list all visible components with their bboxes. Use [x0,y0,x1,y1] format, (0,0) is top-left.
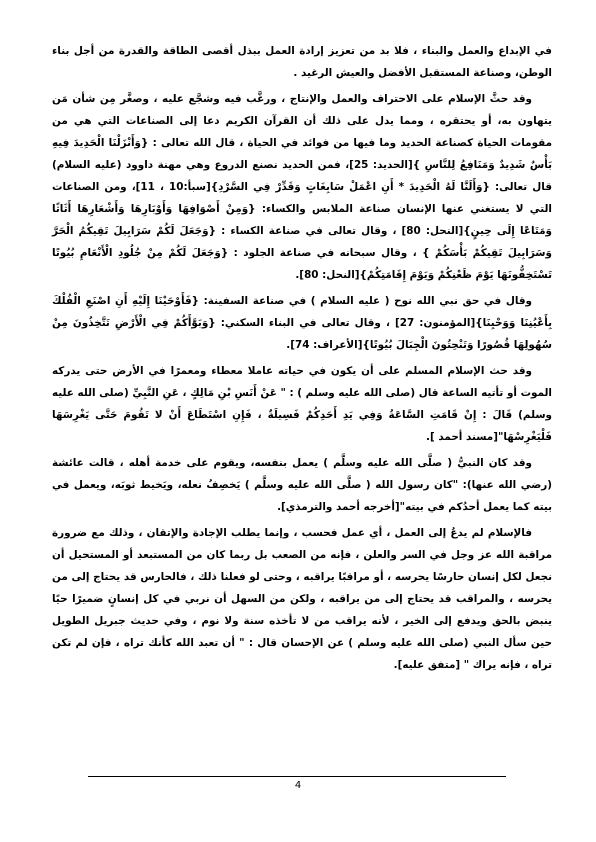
page-number: 4 [294,780,302,791]
paragraph-islam-encourages-crafts: وقد حثَّ الإسلام على الاحتراف والعمل والإنتاج ، ورغَّب فيه وشجَّع عليه ، وصغَّر مِن شأن مَن يتهاون به، أو يحتقره ، ومما يدل على ذلك أن القرآن الكريم دعا إلى الصناعات التي هي من مقومات الحياة كصناعة الحديد وما فيها من فوائد في الحياة ، قال الله تعالى : {وَأَنْزَلْنَا الْحَدِيدَ فِيهِ بَأْسٌ شَدِيدٌ وَمَنَافِعُ لِلنَّاسِ }[الحديد: 25]، فمن الحديد نصنع الدروع وهي مهنة داوود (عليه السلام) قال تعالى: {وَأَلَنَّا لَهُ الْحَدِيدَ * أَنِ اعْمَلْ سَابِغَاتٍ وَقَدِّرْ فِي السَّرْدِ}[سبأ:10 ، 11]، ومن الصناعات التي لا يستغني عنها الإنسان صناعة الملابس والكساء: {وَمِنْ أَصْوَافِهَا وَأَوْبَارِهَا وَأَشْعَارِهَا أَثَاثًا وَمَتَاعًا إِلَى حِينٍ}[النحل: 80] ، وقال تعالى في صناعة الكساء : {وَجَعَلَ لَكُمْ سَرَابِيلَ تَقِيكُمُ الْحَرَّ وَسَرَابِيلَ تَقِيكُمْ بَأْسَكُمْ } ، وقال سبحانه في صناعة الجلود : {وَجَعَلَ لَكُمْ مِنْ جُلُودِ الْأَنْعَامِ بُيُوتًا تَسْتَخِفُّونَهَا يَوْمَ ظَعْنِكُمْ وَيَوْمَ إِقَامَتِكُمْ}[النحل: 80]. [52,93,552,281]
paragraph-noah-ship-building: وقال في حق نبي الله نوح ( عليه السلام ) في صناعة السفينة: {فَأَوْحَيْنَا إِلَيْهِ أَنِ اصْنَعِ الْفُلْكَ بِأَعْيُنِنَا وَوَحْيِنَا}[المؤمنون: 27] ، وقال تعالى في البناء السكني: {وَبَوَّأَكُمْ فِي الْأَرْضِ تَتَّخِذُونَ مِنْ سُهُولِهَا قُصُورًا وَتَنْحِتُونَ الْجِبَالَ بُيُوتًا}[الأعراف: 74]. [52,295,552,351]
paragraph-prophet-self-work: وقد كان النبيُّ ( صلَّى الله عليه وسلَّم ) يعمل بنفسه، ويقوم على خدمة أهله ، قالت عائشة (رضي الله عنها): "كان رسول الله ( صلَّى الله عليه وسلَّم ) يَخصِفُ نعله، ويَخيط ثوبَه، ويعمل في بيته كما يعمل أحدُكم في بيته"[أخرجه أحمد والترمذي]. [52,457,552,513]
footer-divider [88,776,506,777]
document-body [52,40,552,680]
paragraph-planting-hadith: وقد حث الإسلام المسلم على أن يكون في حياته عاملا معطاء ومعمرًا في الأرض حتى يدركه الموت أو تأتيه الساعة قال (صلى الله عليه وسلم ) : " عَنْ أَنَسِ بْنِ مَالِكٍ ، عَنِ النَّبِيِّ (صلى الله عليه وسلم) قَالَ : إِنْ قَامَتِ السَّاعَةُ وَفِي يَدِ أَحَدِكُمْ فَسِيلَةٌ ، فَإِنِ اسْتَطَاعَ أَنْ لا تَقُومَ حَتَّى يَغْرِسَهَا فَلْيَغْرِسْهَا"[مسند أحمد ]. [52,365,552,443]
paragraph-excellence-ihsan: فالإسلام لم يدعُ إلى العمل ، أي عمل فحسب ، وإنما يطلب الإجادة والإتقان ، وذلك مع ضرورة مراقبة الله عز وجل في السر والعلن ، فإنه من الصعب بل ربما كان من المستبعد أو المستحيل أن نجعل لكل إنسان حارسًا يحرسه ، أو مراقبًا يراقبه ، وحتى لو فعلنا ذلك ، فالحارس قد يحتاج إلى من يحرسه ، والمراقب قد يحتاج إلى من يراقبه ، ولكن من السهل أن نربي في كل إنسانٍ ضميرًا حيًا ينبض بالحق ويدفع إلى الخير ، لأنه يراقب من لا تأخذه سنة ولا نوم ، وفي حديث جبريل الطويل حين سأل النبي (صلى الله عليه وسلم ) عن الإحسان قال : " أن تعبد الله كأنك تراه ، فإن لم تكن تراه ، فإنه يراك " [متفق عليه]. [52,527,552,671]
paragraph-work-building: في الإبداع والعمل والبناء ، فلا بد من تعزيز إرادة العمل ببذل أقصى الطاقة والقدرة من أجل بناء الوطن، وصناعة المستقبل الأفضل والعيش الرغيد . [52,45,552,79]
